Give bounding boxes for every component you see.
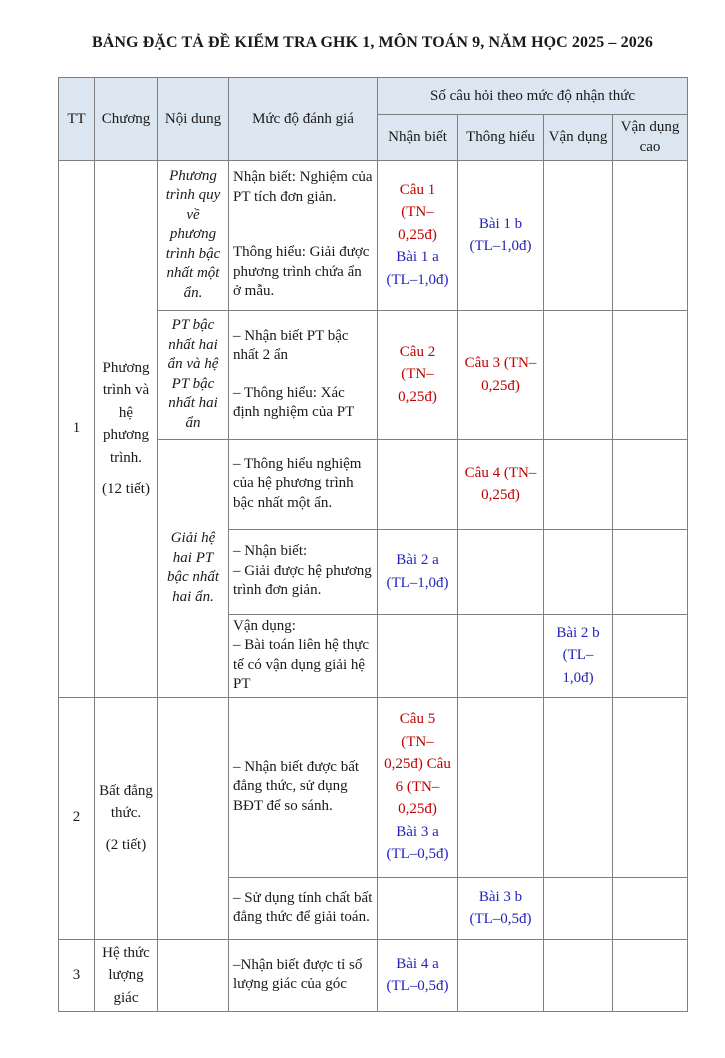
cell-nhan-biet [378,160,458,310]
cell-van-dung [544,939,613,1012]
header-tt: TT [59,78,95,161]
cell-noi-dung [158,160,229,310]
header-van-dung: Vận dụng [544,115,613,161]
cell-noi-dung [158,939,229,1012]
cell-text: Bất đẳng thức. [99,782,153,822]
cell-nhan-biet [378,529,458,614]
cell-nhan-biet [378,697,458,877]
cell-tt [59,697,95,939]
cell-van-dung [544,439,613,529]
cell-text: Giải hệ hai PT bậc nhất hai ẩn. [166,530,220,605]
cell-text: 1 [72,419,81,436]
cell-van-dung [544,310,613,439]
question-ref: Câu 5 (TN–0,25đ) Câu 6 (TN–0,25đ) [384,711,451,818]
header-chuong: Chương [95,78,158,161]
cell-van-dung [544,529,613,614]
cell-text [233,225,373,243]
question-ref: Câu 1 (TN–0,25đ) [398,181,437,243]
cell-text: 2 [72,809,81,826]
question-ref: Bài 3 a (TL–0,5đ) [386,823,449,863]
question-ref: Câu 4 (TN–0,25đ) [464,464,537,503]
table-row [59,939,688,1012]
table-header [59,78,688,161]
cell-noi-dung [158,310,229,439]
cell-text: Hệ thức lượng giác [102,944,150,1006]
cell-van-dung-cao [613,160,688,310]
cell-chuong [95,939,158,1012]
cell-van-dung [544,614,613,697]
question-ref: Bài 1 b (TL–1,0đ) [469,215,532,254]
question-ref: Câu 3 (TN–0,25đ) [464,355,537,394]
question-ref: Câu 2 (TN–0,25đ) [398,343,437,405]
cell-van-dung-cao [613,877,688,939]
cell-text: Thông hiểu: Giải được phương trình chứa ẩn ở mẫu. [233,244,370,300]
cell-text: – Nhận biết: [233,543,308,560]
cell-nhan-biet [378,310,458,439]
cell-noi-dung [158,439,229,697]
cell-text: –Nhận biết được tỉ số lượng giác của góc [233,956,363,993]
cell-muc-do [229,939,378,1012]
cell-van-dung [544,877,613,939]
document-page [0,34,725,1058]
cell-muc-do [229,529,378,614]
cell-thong-hieu [458,877,544,939]
cell-van-dung-cao [613,697,688,877]
cell-text: – Giải được hệ phương trình đơn giản. [233,562,372,599]
cell-thong-hieu [458,697,544,877]
cell-text: – Nhận biết được bất đẳng thức, sử dụng BĐT để so sánh. [233,758,360,814]
cell-van-dung [544,697,613,877]
cell-van-dung-cao [613,439,688,529]
header-muc-do-danh-gia: Mức độ đánh giá [229,78,378,161]
cell-text [233,366,373,384]
cell-text: (12 tiết) [102,481,150,497]
cell-muc-do [229,439,378,529]
table-body [59,160,688,1012]
cell-thong-hieu [458,310,544,439]
cell-tt [59,939,95,1012]
cell-text: – Nhận biết PT bậc nhất 2 ẩn [233,327,349,363]
cell-muc-do [229,310,378,439]
header-nhan-biet: Nhận biết [378,115,458,161]
cell-muc-do [229,160,378,310]
cell-text: Vận dụng: [233,617,296,634]
cell-text: Phương trình và hệ phương trình. [102,359,150,466]
cell-thong-hieu [458,439,544,529]
question-ref: Bài 3 b (TL–0,5đ) [469,888,532,927]
table-row [59,160,688,310]
spec-table [58,77,688,1012]
cell-van-dung-cao [613,939,688,1012]
cell-text: PT bậc nhất hai ẩn và hệ PT bậc nhất hai ẩn [167,317,219,431]
cell-nhan-biet [378,877,458,939]
cell-van-dung [544,160,613,310]
cell-text: (2 tiết) [105,836,147,853]
question-ref: Bài 1 a (TL–1,0đ) [386,249,449,288]
cell-text: Phương trình quy về phương trình bậc nhất một ẩn. [165,167,221,301]
cell-thong-hieu [458,614,544,697]
cell-chuong [95,697,158,939]
cell-thong-hieu [458,529,544,614]
cell-text: – Thông hiểu: Xác định nghiệm của PT [233,384,355,420]
question-ref: Bài 2 b (TL–1,0đ) [556,624,600,686]
cell-text: – Sử dụng tính chất bất đẳng thức để giải toán. [233,889,373,925]
cell-nhan-biet [378,439,458,529]
question-ref: Bài 4 a (TL–0,5đ) [386,955,449,995]
cell-thong-hieu [458,939,544,1012]
cell-text: – Bài toán liên hệ thực tế có vận dụng giải hệ PT [233,637,370,692]
cell-muc-do [229,614,378,697]
cell-muc-do [229,877,378,939]
cell-text [233,207,373,225]
cell-nhan-biet [378,939,458,1012]
cell-tt [59,160,95,697]
header-van-dung-cao: Vận dụng cao [613,115,688,161]
cell-nhan-biet [378,614,458,697]
cell-text: 3 [72,966,81,983]
cell-thong-hieu [458,160,544,310]
cell-text: Nhận biết: Nghiệm của PT tích đơn giản. [233,169,373,205]
header-thong-hieu: Thông hiểu [458,115,544,161]
table-row [59,697,688,877]
cell-text: – Thông hiểu nghiệm của hệ phương trình bậc nhất một ẩn. [233,455,362,511]
header-so-cau-hoi-group: Số câu hỏi theo mức độ nhận thức [378,78,688,115]
page-title: BẢNG ĐẶC TẢ ĐỀ KIỂM TRA GHK 1, MÔN TOÁN 9, NĂM HỌC 2025 – 2026 [91,34,654,51]
cell-noi-dung [158,697,229,939]
header-noi-dung: Nội dung [158,78,229,161]
cell-van-dung-cao [613,614,688,697]
cell-muc-do [229,697,378,877]
question-ref: Bài 2 a (TL–1,0đ) [386,552,449,591]
cell-van-dung-cao [613,310,688,439]
cell-van-dung-cao [613,529,688,614]
cell-chuong [95,160,158,697]
